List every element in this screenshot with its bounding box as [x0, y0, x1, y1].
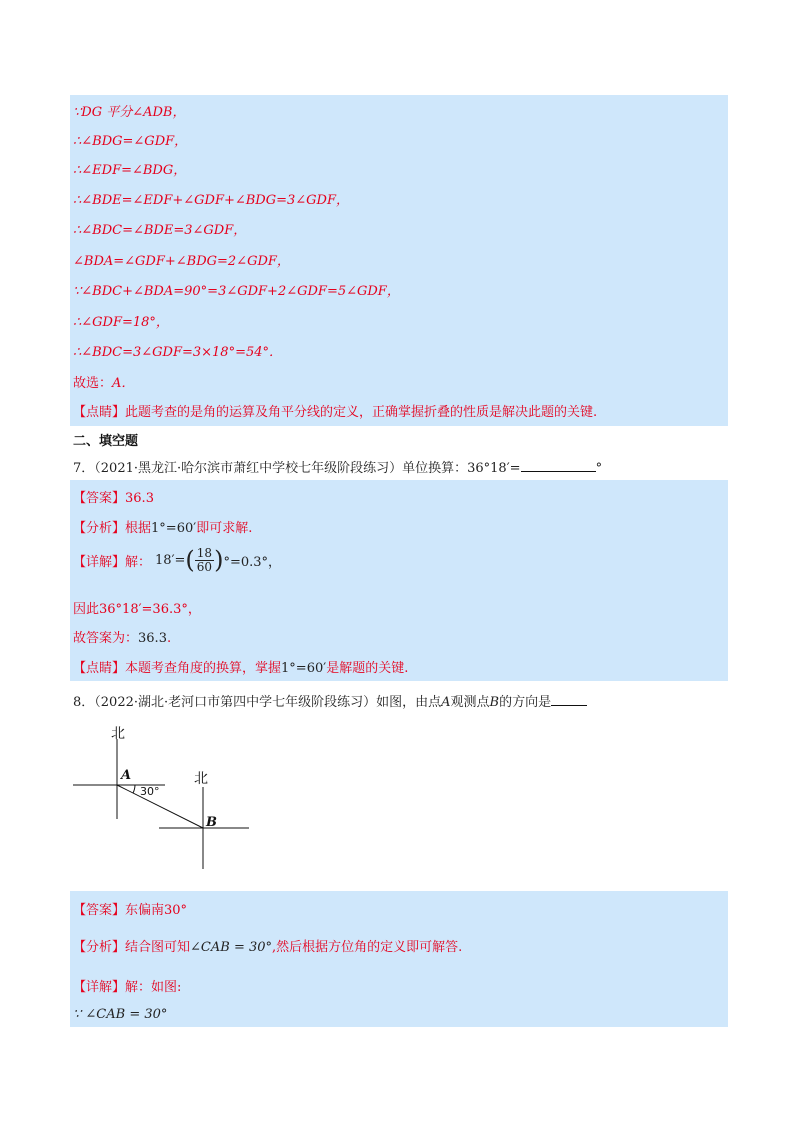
- q7-final-pre: 故答案为：: [73, 631, 139, 646]
- q7-therefore: 因此36°18′=36.3°，: [73, 602, 201, 617]
- q8-since-line: ∵ ∠CAB = 30°: [73, 1007, 168, 1022]
- q7-analysis: [73, 517, 252, 536]
- proof-line-3: ∴∠EDF=∠BDG，: [73, 163, 187, 178]
- q8-answer: [73, 899, 187, 918]
- q7-stem-degree: °: [595, 461, 603, 476]
- q6-comment: [73, 401, 597, 420]
- q6-choice: [73, 372, 134, 391]
- direction-diagram: [73, 719, 251, 880]
- q8-analysis-post: ,然后根据方位角的定义即可解答.: [272, 940, 463, 955]
- q8-stem: [73, 691, 587, 710]
- q7-comment-pre: 本题考查角度的换算，掌握: [125, 661, 282, 676]
- q7-stem: [73, 457, 602, 476]
- point-b-label: B: [206, 815, 217, 830]
- q7-answer-tag: 【答案】: [73, 491, 126, 506]
- proof-line-2: ∴∠BDG=∠GDF，: [73, 134, 188, 149]
- proof-line-9: ∴∠BDC=3∠GDF=3×18°=54°．: [73, 345, 283, 360]
- left-paren: (: [185, 546, 195, 574]
- q7-comment-tag: 【点睛】: [73, 661, 126, 676]
- point-a-label: A: [121, 768, 132, 783]
- q7-fraction: [195, 547, 214, 574]
- q7-comment: [73, 657, 408, 676]
- q7-analysis-formula: 1°=60′: [151, 521, 197, 536]
- q8-detail-text: 解：如图:: [125, 980, 182, 995]
- q7-detail-rhs: °=0.3°，: [223, 554, 282, 570]
- segment-ab: [117, 785, 203, 828]
- q7-detail-tag: 【详解】: [73, 554, 126, 570]
- q7-detail: [73, 546, 281, 574]
- q7-analysis-tag: 【分析】: [73, 521, 126, 536]
- q7-detail-pre: 解：: [125, 554, 152, 570]
- q8-detail: [73, 976, 181, 995]
- proof-line-6: ∠BDA=∠GDF+∠BDG=2∠GDF，: [73, 254, 290, 269]
- q7-fraction-denominator: 60: [196, 559, 213, 574]
- q8-analysis-formula: ∠CAB = 30°: [190, 940, 273, 955]
- q8-stem-post: 的方向是: [499, 695, 552, 710]
- proof-line-1: ∵DG 平分∠ADB，: [73, 105, 186, 120]
- q7-answer-value: 36.3: [125, 491, 154, 506]
- section-title: 二、填空题: [73, 434, 139, 449]
- proof-line-8: ∴∠GDF=18°，: [73, 315, 169, 330]
- q8-answer-tag: 【答案】: [73, 903, 126, 918]
- angle-label: 30°: [140, 785, 160, 798]
- proof-line-7: ∵∠BDC+∠BDA=90°=3∠GDF+2∠GDF=5∠GDF，: [73, 284, 400, 299]
- q8-stem-pre: 8．（2022·湖北·老河口市第四中学七年级阶段练习）如图，由点: [73, 695, 442, 710]
- north-label-right: 北: [194, 771, 208, 787]
- q6-choice-value: A．: [112, 376, 135, 391]
- proof-line-4: ∴∠BDE=∠EDF+∠GDF+∠BDG=3∠GDF，: [73, 193, 349, 208]
- north-label-left: 北: [111, 726, 125, 742]
- q7-comment-formula: 1°=60′: [281, 661, 327, 676]
- q7-analysis-pre: 根据: [125, 521, 152, 536]
- q7-final: [73, 627, 171, 646]
- solution-highlight-q7: [70, 480, 728, 681]
- right-paren: ): [214, 546, 224, 574]
- q7-answer: [73, 487, 154, 506]
- q8-answer-blank: [551, 693, 587, 706]
- q7-stem-text: 7．（2021·黑龙江·哈尔滨市萧红中学校七年级阶段练习）单位换算：36°18′=: [73, 461, 521, 476]
- q8-detail-tag: 【详解】: [73, 980, 126, 995]
- q8-analysis-pre: 结合图可知: [125, 940, 191, 955]
- direction-figure: [73, 719, 251, 880]
- q8-analysis: [73, 936, 462, 955]
- q8-point-b: B: [489, 695, 500, 710]
- q6-comment-tag: 【点睛】: [73, 405, 126, 420]
- q6-choice-label: 故选：: [73, 376, 113, 391]
- q8-stem-mid: 观测点: [450, 695, 490, 710]
- q7-final-value: 36.3: [138, 631, 167, 646]
- q7-answer-blank: [521, 459, 596, 472]
- q7-final-post: .: [166, 631, 172, 646]
- q8-analysis-tag: 【分析】: [73, 940, 126, 955]
- q7-analysis-post: 即可求解.: [196, 521, 253, 536]
- q7-detail-lhs: 18′=: [155, 552, 186, 568]
- q7-comment-post: 是解题的关键.: [326, 661, 409, 676]
- angle-arc: [133, 785, 135, 793]
- q8-point-a: A: [441, 695, 451, 710]
- q8-answer-value: 东偏南30°: [125, 903, 188, 918]
- q7-fraction-numerator: 18: [196, 545, 213, 560]
- q6-comment-text: 此题考查的是角的运算及角平分线的定义，正确掌握折叠的性质是解决此题的关键.: [125, 405, 598, 420]
- proof-line-5: ∴∠BDC=∠BDE=3∠GDF，: [73, 223, 247, 238]
